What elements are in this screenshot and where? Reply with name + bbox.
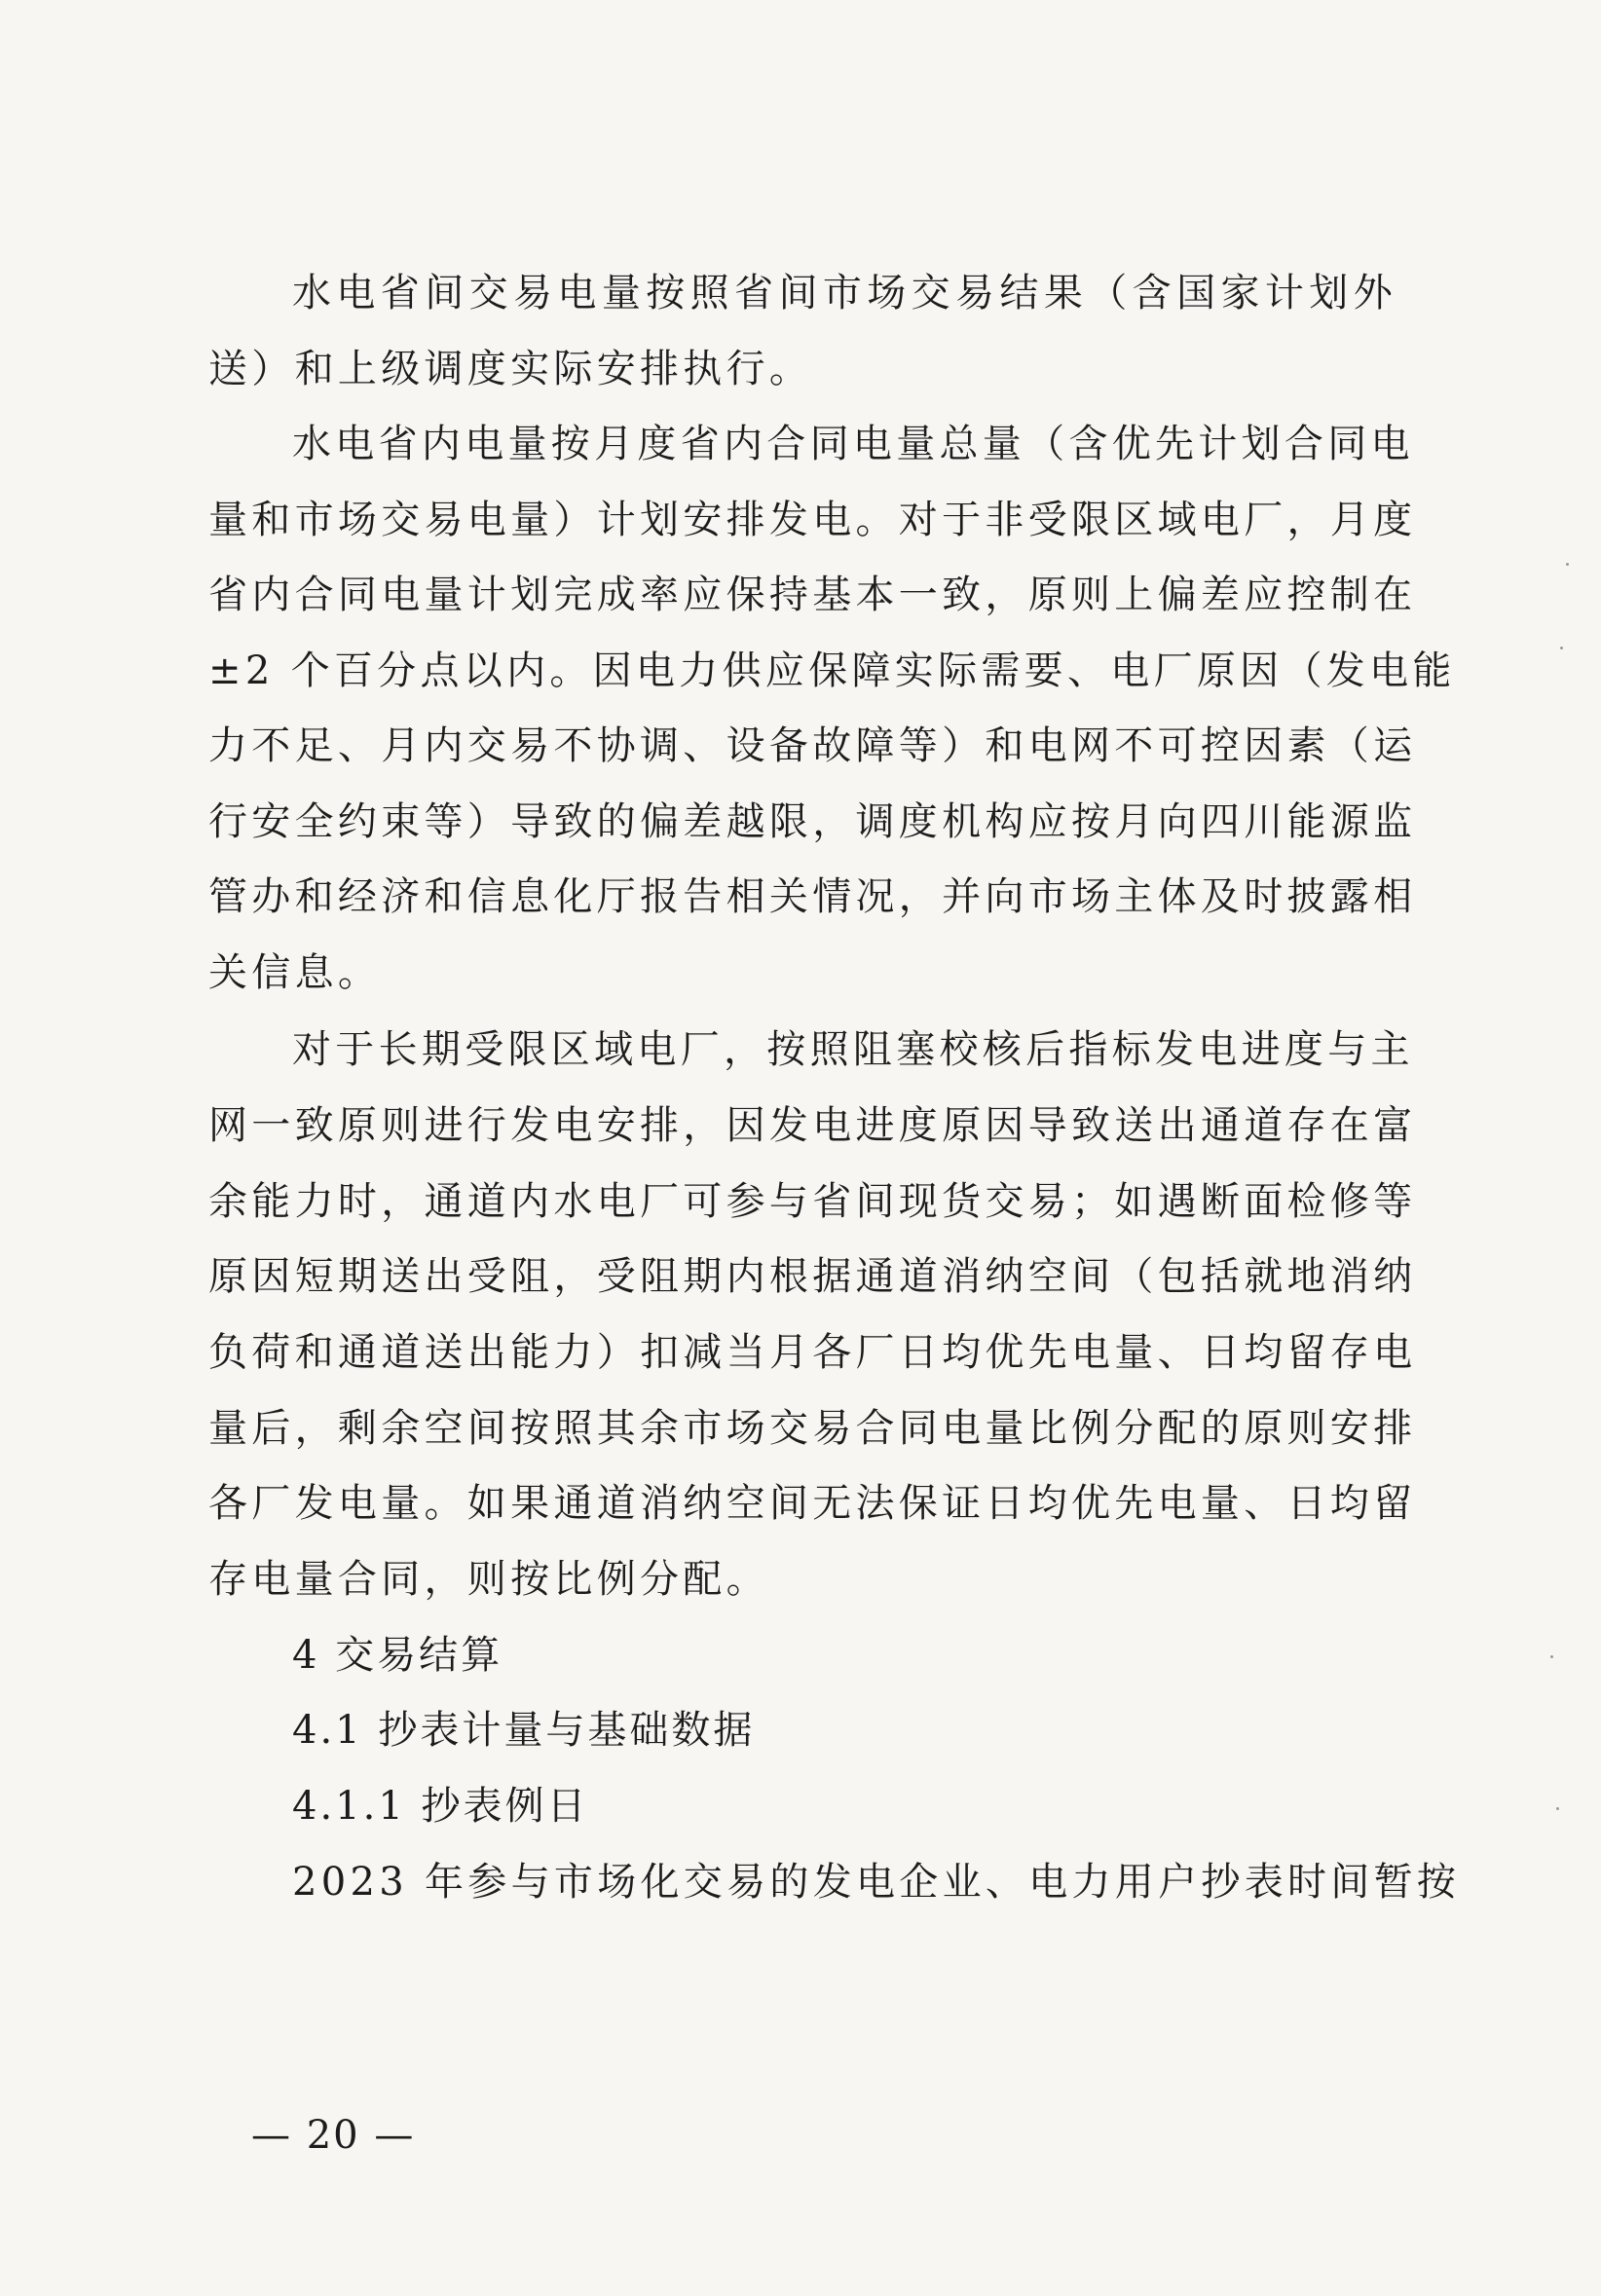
scan-speck (1566, 563, 1569, 566)
paragraph-2-line-4: ±2 个百分点以内。因电力供应保障实际需要、电厂原因（发电能 (208, 648, 1456, 693)
scan-speck (1550, 1655, 1553, 1658)
paragraph-2-line-6: 行安全约束等）导致的偏差越限，调度机构应按月向四川能源监 (208, 799, 1417, 844)
paragraph-3-line-7: 各厂发电量。如果通道消纳空间无法保证日均优先电量、日均留 (208, 1481, 1417, 1526)
paragraph-2-line-5: 力不足、月内交易不协调、设备故障等）和电网不可控因素（运 (208, 723, 1417, 768)
paragraph-1-line-1: 水电省间交易电量按照省间市场交易结果（含国家计划外 (292, 271, 1396, 315)
paragraph-3-line-3: 余能力时，通道内水电厂可参与省间现货交易；如遇断面检修等 (208, 1179, 1417, 1224)
paragraph-3-line-8: 存电量合同，则按比例分配。 (208, 1557, 769, 1602)
scan-speck (1556, 1807, 1559, 1810)
paragraph-3-line-5: 负荷和通道送出能力）扣减当月各厂日均优先电量、日均留存电 (208, 1330, 1417, 1375)
paragraph-2-line-3: 省内合同电量计划完成率应保持基本一致，原则上偏差应控制在 (208, 573, 1417, 617)
closing-line: 2023 年参与市场化交易的发电企业、电力用户抄表时间暂按 (292, 1860, 1461, 1905)
heading-section-4-1: 4.1 抄表计量与基础数据 (292, 1708, 756, 1753)
heading-section-4-1-1: 4.1.1 抄表例日 (292, 1784, 589, 1829)
paragraph-2-line-1: 水电省内电量按月度省内合同电量总量（含优先计划合同电 (292, 422, 1414, 466)
paragraph-3-line-6: 量后，剩余空间按照其余市场交易合同电量比例分配的原则安排 (208, 1406, 1417, 1451)
paragraph-2-line-8: 关信息。 (208, 950, 382, 995)
paragraph-3-line-4: 原因短期送出受阻，受阻期内根据通道消纳空间（包括就地消纳 (208, 1254, 1417, 1299)
paragraph-2-line-7: 管办和经济和信息化厅报告相关情况，并向市场主体及时披露相 (208, 874, 1417, 919)
scan-speck (1560, 647, 1563, 649)
paragraph-1-line-2: 送）和上级调度实际安排执行。 (208, 347, 813, 391)
paragraph-2-line-2: 量和市场交易电量）计划安排发电。对于非受限区域电厂，月度 (208, 498, 1417, 542)
paragraph-3-line-1: 对于长期受限区域电厂，按照阻塞校核后指标发电进度与主 (292, 1027, 1414, 1072)
heading-section-4: 4 交易结算 (292, 1633, 503, 1678)
page-number: — 20 — (251, 2113, 416, 2158)
paragraph-3-line-2: 网一致原则进行发电安排，因发电进度原因导致送出通道存在富 (208, 1103, 1417, 1148)
